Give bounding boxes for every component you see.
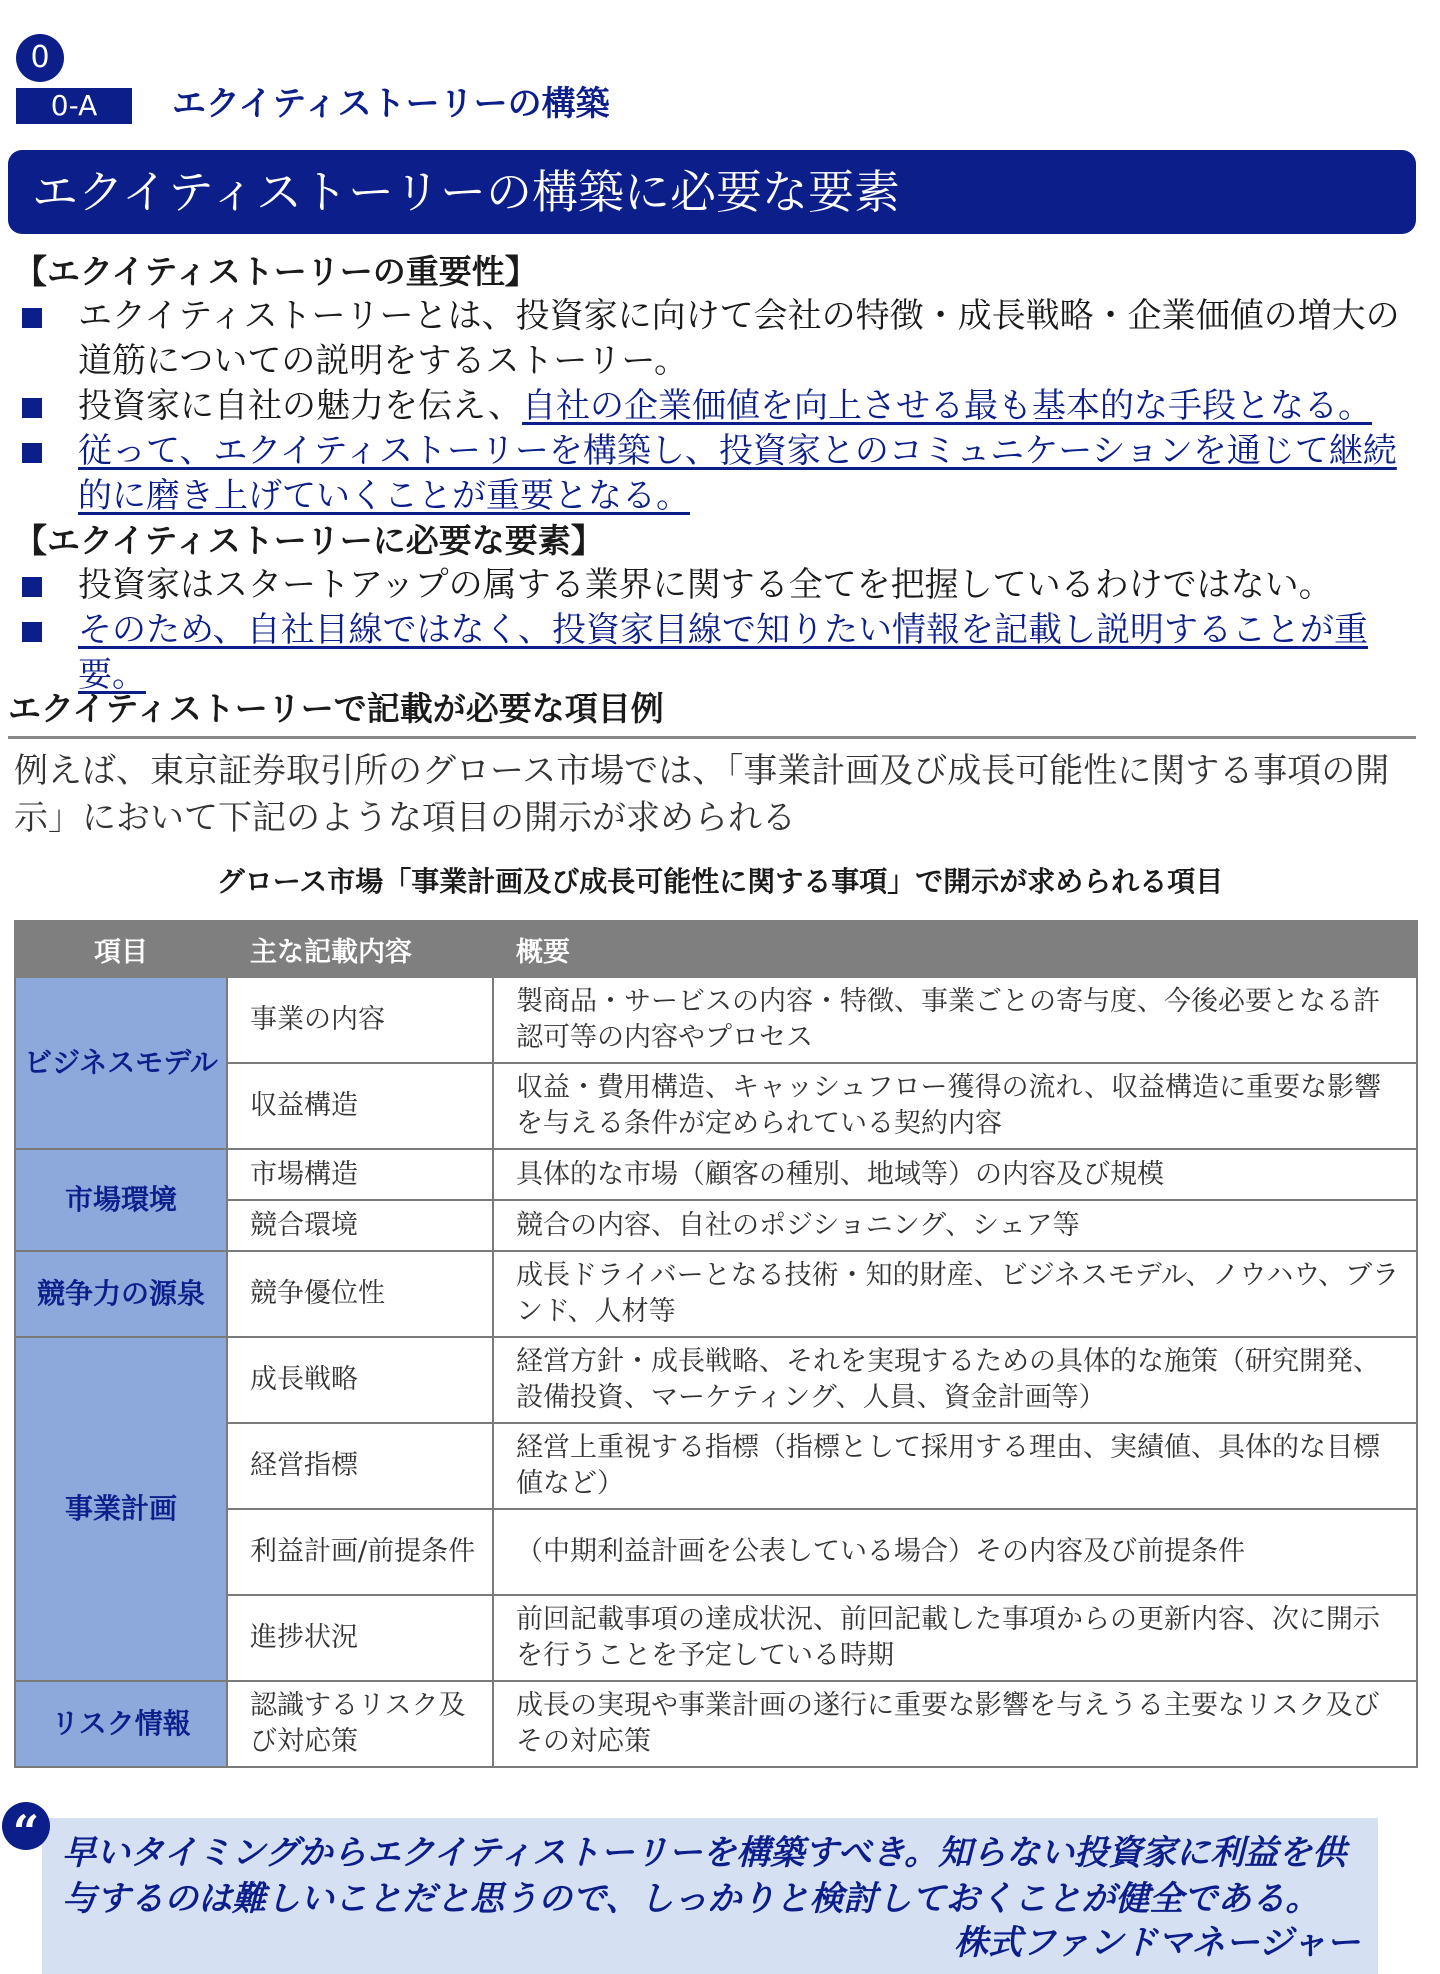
summary-cell: 成長の実現や事業計画の遂行に重要な影響を与えうる主要なリスク及びその対応策 bbox=[493, 1681, 1417, 1767]
bullet-text: エクイティストーリーとは、投資家に向けて会社の特徴・成長戦略・企業価値の増大の道筋についての説明をするストーリー。 bbox=[78, 296, 1400, 381]
item-cell: 競争優位性 bbox=[227, 1251, 493, 1337]
summary-cell: 成長ドライバーとなる技術・知的財産、ビジネスモデル、ノウハウ、ブランド、人材等 bbox=[493, 1251, 1417, 1337]
elements-bullet-1 bbox=[14, 563, 1414, 608]
table-row bbox=[15, 1337, 1417, 1423]
header-category: 項目 bbox=[15, 921, 227, 977]
examples-intro: 例えば、東京証券取引所のグロース市場では、「事業計画及び成長可能性に関する事項の開示」において下記のような項目の開示が求められる bbox=[14, 751, 1390, 838]
bullet-emphasis: 自社の企業価値を向上させる最も基本的な手段となる。 bbox=[522, 386, 1373, 426]
elements-bullet-2 bbox=[14, 608, 1414, 698]
summary-cell: 前回記載事項の達成状況、前回記載した事項からの更新内容、次に開示を行うことを予定している時期 bbox=[493, 1595, 1417, 1681]
quote-text: 早いタイミングからエクイティストーリーを構築すべき。知らない投資家に利益を供与するのは難しいことだと思うので、しっかりと検討しておくことが健全である。 bbox=[62, 1833, 1347, 1919]
page-title-banner bbox=[8, 150, 1416, 234]
category-competitive: 競争力の源泉 bbox=[15, 1251, 227, 1337]
bullet-emphasis: そのため、自社目線ではなく、投資家目線で知りたい情報を記載し説明することが重要。 bbox=[78, 610, 1368, 695]
bullet-emphasis: 従って、エクイティストーリーを構築し、投資家とのコミュニケーションを通じて継続的に磨き上げていくことが重要となる。 bbox=[78, 431, 1397, 516]
bullet-text: 投資家はスタートアップの属する業界に関する全てを把握しているわけではない。 bbox=[78, 565, 1333, 605]
table-row bbox=[15, 1251, 1417, 1337]
header-item: 主な記載内容 bbox=[227, 921, 493, 977]
importance-bullet-3 bbox=[14, 429, 1414, 519]
category-market: 市場環境 bbox=[15, 1149, 227, 1251]
section-number-badge: 0 bbox=[16, 34, 64, 82]
item-cell: 経営指標 bbox=[227, 1423, 493, 1509]
category-plan: 事業計画 bbox=[15, 1337, 227, 1681]
page-title: エクイティストーリーの構築に必要な要素 bbox=[32, 165, 901, 219]
item-cell: 進捗状況 bbox=[227, 1595, 493, 1681]
item-cell: 認識するリスク及び対応策 bbox=[227, 1681, 493, 1767]
summary-cell: 収益・費用構造、キャッシュフロー獲得の流れ、収益構造に重要な影響を与える条件が定められている契約内容 bbox=[493, 1063, 1417, 1149]
category-risk: リスク情報 bbox=[15, 1681, 227, 1767]
item-cell: 競合環境 bbox=[227, 1200, 493, 1251]
summary-cell: （中期利益計画を公表している場合）その内容及び前提条件 bbox=[493, 1509, 1417, 1595]
importance-bullet-1 bbox=[14, 294, 1414, 384]
elements-heading: 【エクイティストーリーに必要な要素】 bbox=[14, 521, 604, 560]
summary-cell: 製商品・サービスの内容・特徴、事業ごとの寄与度、今後必要となる許認可等の内容やプロセス bbox=[493, 977, 1417, 1063]
disclosure-items-table bbox=[14, 920, 1418, 1768]
table-header-row bbox=[15, 921, 1417, 977]
table-row bbox=[15, 1681, 1417, 1767]
item-cell: 利益計画/前提条件 bbox=[227, 1509, 493, 1595]
table-row bbox=[15, 977, 1417, 1063]
bullet-text: 投資家に自社の魅力を伝え、 bbox=[78, 386, 523, 426]
summary-cell: 具体的な市場（顧客の種別、地域等）の内容及び規模 bbox=[493, 1149, 1417, 1200]
summary-cell: 競合の内容、自社のポジショニング、シェア等 bbox=[493, 1200, 1417, 1251]
table-title: グロース市場「事業計画及び成長可能性に関する事項」で開示が求められる項目 bbox=[216, 865, 1224, 898]
section-title: エクイティストーリーの構築 bbox=[172, 84, 610, 124]
importance-heading: 【エクイティストーリーの重要性】 bbox=[14, 252, 538, 291]
importance-bullet-2 bbox=[14, 384, 1414, 429]
summary-cell: 経営方針・成長戦略、それを実現するための具体的な施策（研究開発、設備投資、マーケティング、人員、資金計画等） bbox=[493, 1337, 1417, 1423]
intro-content bbox=[14, 250, 1414, 698]
item-cell: 成長戦略 bbox=[227, 1337, 493, 1423]
quote-icon: “ bbox=[2, 1802, 50, 1850]
section-code-tag: 0-A bbox=[16, 88, 132, 124]
examples-heading: エクイティストーリーで記載が必要な項目例 bbox=[8, 686, 1416, 739]
table-row bbox=[15, 1149, 1417, 1200]
category-business-model: ビジネスモデル bbox=[15, 977, 227, 1149]
item-cell: 事業の内容 bbox=[227, 977, 493, 1063]
item-cell: 市場構造 bbox=[227, 1149, 493, 1200]
item-cell: 収益構造 bbox=[227, 1063, 493, 1149]
quote-author: 株式ファンドマネージャー bbox=[954, 1923, 1360, 1963]
header-summary: 概要 bbox=[493, 921, 1417, 977]
summary-cell: 経営上重視する指標（指標として採用する理由、実績値、具体的な目標値など） bbox=[493, 1423, 1417, 1509]
